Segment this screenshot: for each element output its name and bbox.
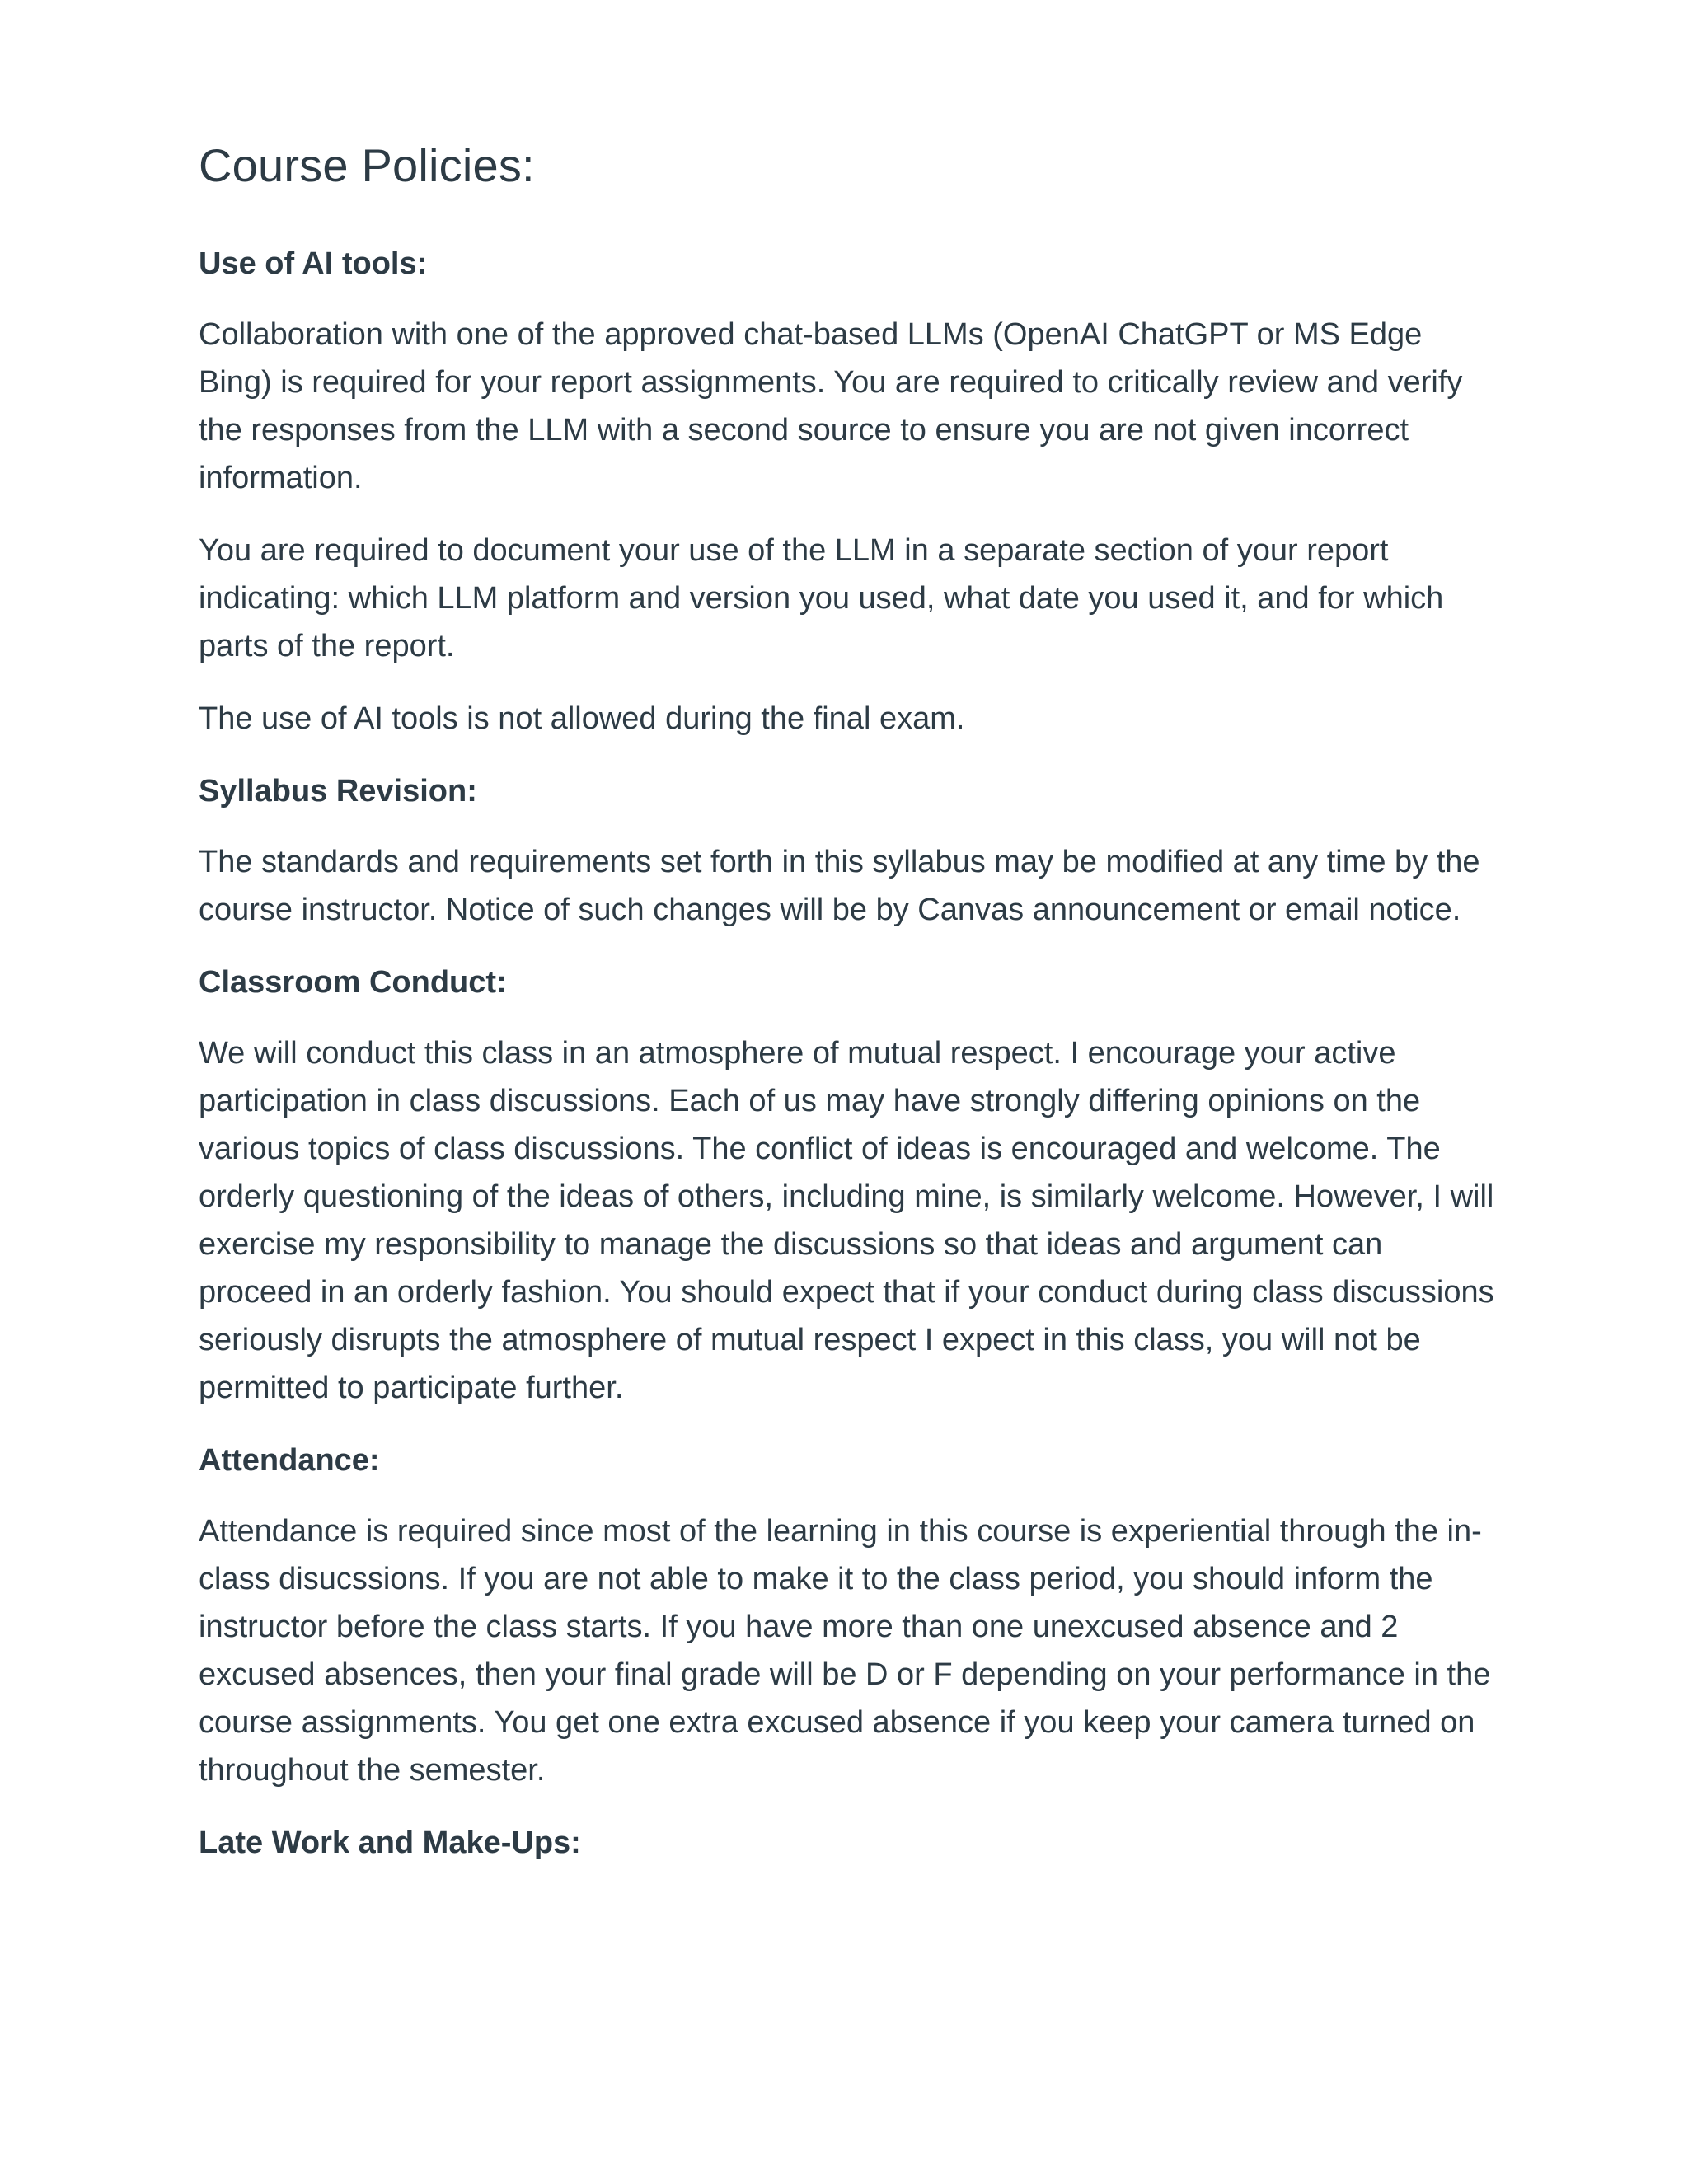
document-page <box>199 136 1501 1890</box>
section-heading: Late Work and Make-Ups: <box>199 1825 581 1860</box>
section-ai-tools <box>199 240 1501 743</box>
section-heading: Syllabus Revision: <box>199 774 477 808</box>
paragraph: Collaboration with one of the approved chat-based LLMs (OpenAI ChatGPT or MS Edge Bing) is required for your report assignments. You are required to critically review and verify the responses from the LLM with a second source to ensure you are not given incorrect information. <box>199 317 1463 495</box>
section-attendance <box>199 1436 1501 1794</box>
paragraph: Attendance is required since most of the learning in this course is experiential through the in-class disucssions. If you are not able to make it to the class period, you should inform the instructor before the class starts. If you have more than one unexcused absence and 2 excused absences, then your final grade will be D or F depending on your performance in the course assignments. You get one extra excused absence if you keep your camera turned on throughout the semester. <box>199 1514 1491 1788</box>
page-title: Course Policies: <box>199 139 535 191</box>
section-heading: Classroom Conduct: <box>199 965 507 1000</box>
section-heading: Attendance: <box>199 1443 380 1478</box>
paragraph: The standards and requirements set forth in this syllabus may be modified at any time by the course instructor. Notice of such changes will be by Canvas announcement or email notice. <box>199 845 1480 927</box>
section-classroom-conduct <box>199 958 1501 1412</box>
paragraph: You are required to document your use of the LLM in a separate section of your report indicating: which LLM platform and version you used, what date you used it, and for which parts of the report. <box>199 533 1444 663</box>
section-heading: Use of AI tools: <box>199 246 428 281</box>
section-late-work <box>199 1819 1501 1867</box>
paragraph: We will conduct this class in an atmosphere of mutual respect. I encourage your active participation in class discussions. Each of us may have strongly differing opinions on the various topics of class discussions. The conflict of ideas is encouraged and welcome. The orderly questioning of the ideas of others, including mine, is similarly welcome. However, I will exercise my responsibility to manage the discussions so that ideas and argument can proceed in an orderly fashion. You should expect that if your conduct during class discussions seriously disrupts the atmosphere of mutual respect I expect in this class, you will not be permitted to participate further. <box>199 1036 1494 1405</box>
section-syllabus-revision <box>199 767 1501 934</box>
paragraph: The use of AI tools is not allowed during the final exam. <box>199 701 965 736</box>
